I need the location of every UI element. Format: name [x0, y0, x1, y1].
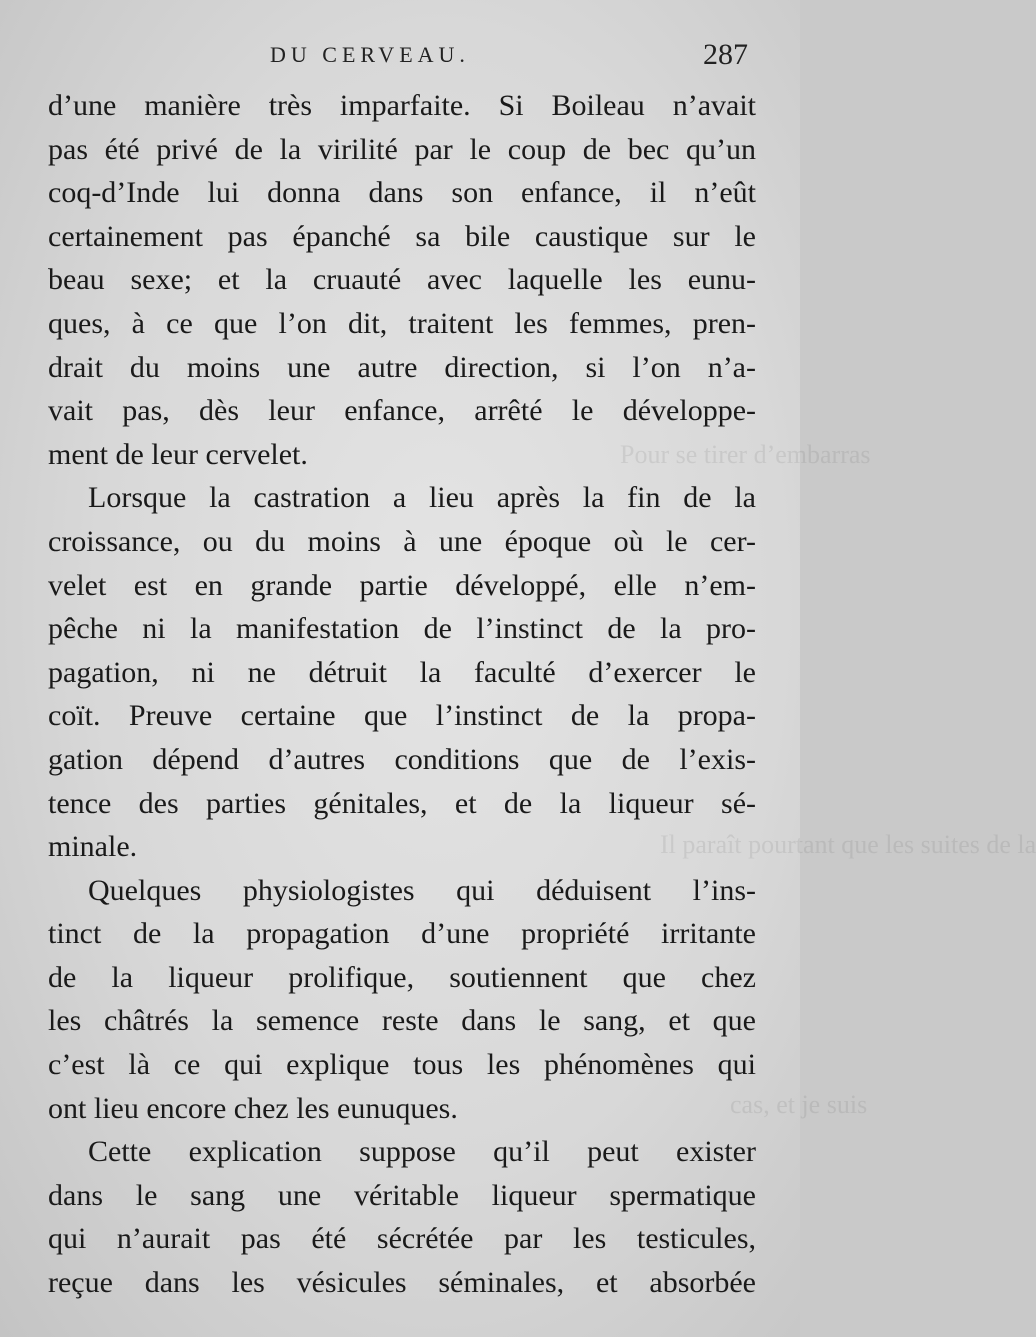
text-line: de la liqueur prolifique, soutiennent que chez [48, 960, 756, 994]
text-line: dans le sang une véritable liqueur spermatique [48, 1178, 756, 1212]
text-line: minale. [48, 830, 138, 864]
text-line: les châtrés la semence reste dans le sang, et que [48, 1004, 756, 1038]
text-line: pagation, ni ne détruit la faculté d’exercer le [48, 655, 756, 689]
text-line: drait du moins une autre direction, si l’on n’a- [48, 350, 756, 384]
running-title: DU CERVEAU. [270, 42, 470, 67]
text-line: velet est en grande partie développé, elle n’em- [48, 568, 756, 602]
text-line: ment de leur cervelet. [48, 437, 308, 471]
show-through-text: Il paraît pourtant que les suites de la [660, 830, 1036, 859]
text-line: Quelques physiologistes qui déduisent l’ins- [88, 873, 756, 907]
text-line: certainement pas épanché sa bile caustique sur le [48, 219, 756, 253]
text-line: d’une manière très imparfaite. Si Boileau n’avait [48, 89, 756, 122]
text-line: pêche ni la manifestation de l’instinct de la pro- [48, 612, 756, 646]
page-number: 287 [703, 38, 748, 71]
body-text [48, 84, 756, 1305]
text-line: ques, à ce que l’on dit, traitent les femmes, pren- [48, 306, 756, 340]
text-line: Lorsque la castration a lieu après la fin de la [88, 481, 756, 515]
text-line: tinct de la propagation d’une propriété irritante [48, 917, 756, 951]
text-line: tence des parties génitales, et de la liqueur sé- [48, 786, 756, 820]
text-line: vait pas, dès leur enfance, arrêté le développe- [48, 394, 756, 428]
paragraph-2 [48, 476, 756, 868]
text-line: c’est là ce qui explique tous les phénomènes qui [48, 1048, 756, 1082]
text-line: Cette explication suppose qu’il peut exister [88, 1135, 756, 1169]
text-line: coq-d’Inde lui donna dans son enfance, il n’eût [48, 176, 756, 210]
text-line: coït. Preuve certaine que l’instinct de la propa- [48, 699, 756, 733]
text-line: croissance, ou du moins à une époque où le cer- [48, 524, 756, 558]
paragraph-4 [48, 1130, 756, 1304]
paragraph-1 [48, 84, 756, 476]
text-line: pas été privé de la virilité par le coup de bec qu’un [48, 132, 756, 166]
paragraph-3 [48, 869, 756, 1131]
page-header [0, 38, 800, 82]
text-line: beau sexe; et la cruauté avec laquelle les eunu- [48, 263, 756, 297]
show-through-text: Pour se tirer d’embarras [620, 440, 871, 469]
text-line: ont lieu encore chez les eunuques. [48, 1091, 458, 1125]
text-line: gation dépend d’autres conditions que de l’exis- [48, 742, 756, 776]
show-through-text: cas, et je suis [730, 1090, 868, 1119]
text-line: qui n’aurait pas été sécrétée par les testicules, [48, 1222, 756, 1256]
text-line: reçue dans les vésicules séminales, et absorbée [48, 1266, 756, 1300]
